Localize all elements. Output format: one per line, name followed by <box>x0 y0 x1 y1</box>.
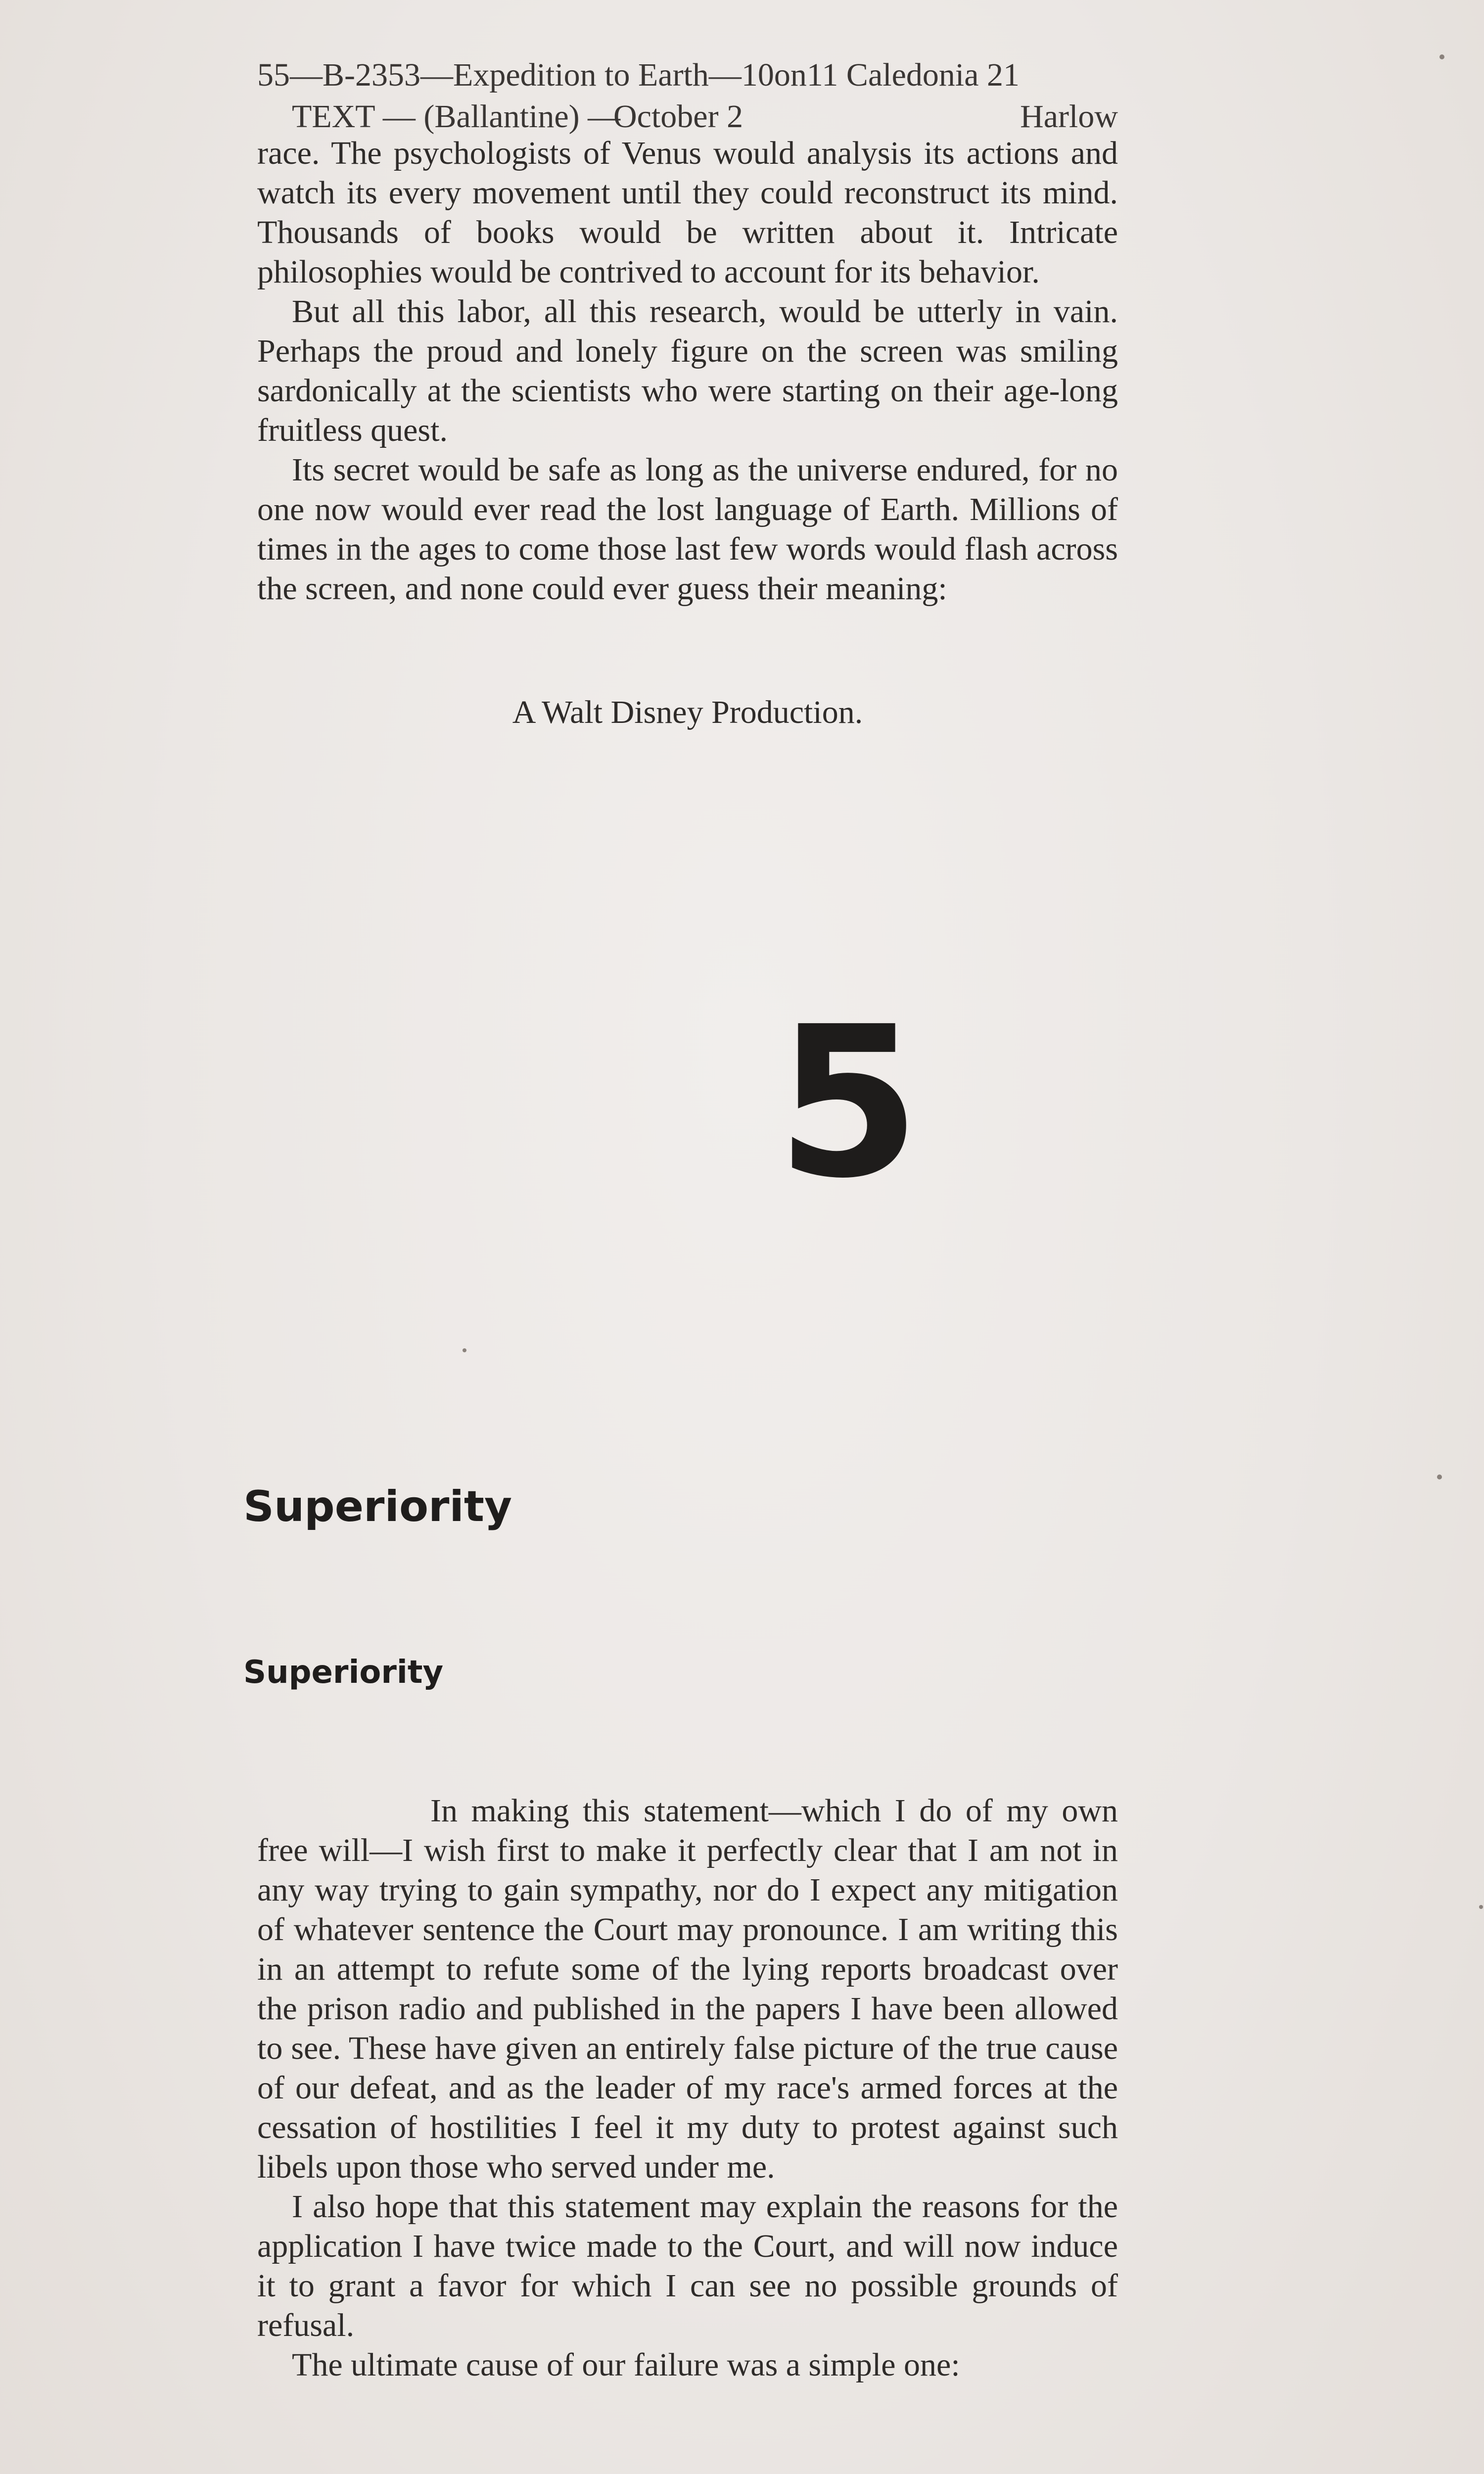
paper-speck <box>1437 1475 1442 1479</box>
paragraph: In making this statement—which I do of my own free will—I wish first to make it perfectly clear that I am not in any way trying to gain sympathy, nor do I expect any mitigation of whatever sentence the Court may pronounce. I am writing this in an attempt to refute some of the lying reports broadcast over the prison radio and published in the papers I have been allowed to see. These have given an entirely false picture of the true cause of our defeat, and as the leader of my race's armed forces at the cessation of hostilities I feel it my duty to protest against such libels upon those who served under me. <box>257 1793 1118 2185</box>
paragraph: The ultimate cause of our failure was a simple one: <box>292 2347 960 2383</box>
slug-line-2 <box>257 96 1118 138</box>
paper-speck <box>1439 54 1444 59</box>
story-body <box>257 1791 1118 2385</box>
paragraph: I also hope that this statement may explain the reasons for the application I have twice made to the Court, and will now induce it to grant a favor for which I can see no possible grounds of refusal. <box>257 2189 1118 2343</box>
slug-printer: Harlow <box>1020 98 1118 135</box>
paper-speck <box>1479 1905 1483 1909</box>
closing-credit: A Walt Disney Production. <box>512 694 863 730</box>
slug-line-1 <box>257 54 1118 96</box>
story-title: Superiority <box>243 1482 512 1531</box>
previous-story-ending <box>257 134 1118 609</box>
chapter-number: 5 <box>776 982 916 1224</box>
paragraph: Its secret would be safe as long as the universe endured, for no one now would ever read the lost language of Earth. Millions of times in the ages to come those last few words would flash across the screen, and none could ever guess their meaning: <box>257 452 1118 607</box>
slug-date: October 2 <box>613 98 743 135</box>
printer-slug <box>257 54 1118 138</box>
paper-speck <box>463 1348 466 1352</box>
slug-job-info: 55—B-2353—Expedition to Earth—10on11 Caledonia 21 <box>257 57 1020 93</box>
slug-text-label: TEXT — (Ballantine) — <box>292 98 621 135</box>
paragraph: But all this labor, all this research, would be utterly in vain. Perhaps the proud and lonely figure on the screen was smiling sardonically at the scientists who were starting on their age-long fruitless quest. <box>257 293 1118 448</box>
paragraph: race. The psychologists of Venus would analysis its actions and watch its every movement until they could reconstruct its mind. Thousands of books would be written about it. Intricate philosophies would be contrived to account for its behavior. <box>257 135 1118 290</box>
story-subtitle: Superiority <box>243 1654 444 1691</box>
